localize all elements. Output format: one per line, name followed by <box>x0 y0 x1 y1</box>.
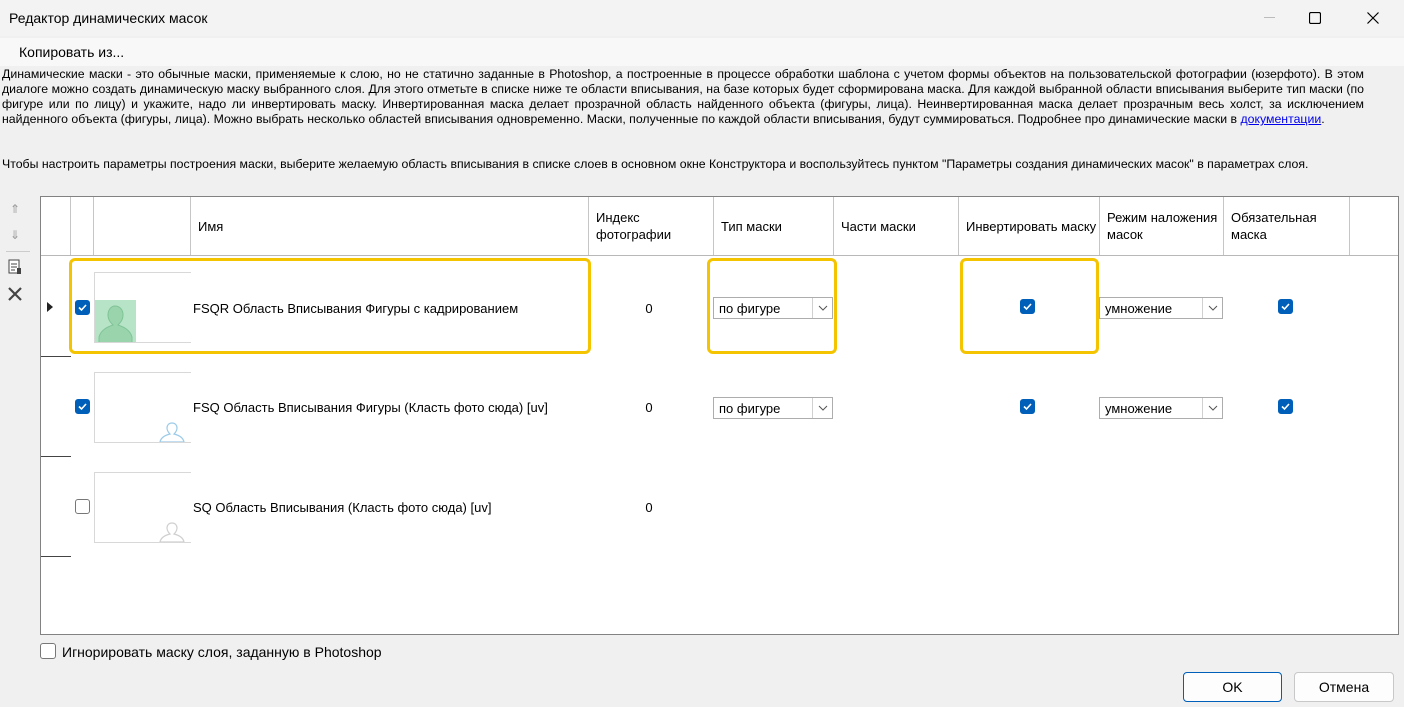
chevron-down-icon <box>812 398 832 418</box>
row-enable-checkbox[interactable] <box>75 399 90 414</box>
close-icon <box>1367 12 1379 24</box>
layer-thumbnail <box>94 372 191 443</box>
figure-outline-icon <box>153 421 191 443</box>
layer-thumbnail <box>94 472 191 543</box>
header-invert-mask[interactable]: Инвертировать маску <box>959 197 1100 255</box>
header-thumb-col <box>94 197 191 255</box>
layer-name: SQ Область Вписывания (Класть фото сюда) [uv] <box>193 500 492 515</box>
header-arrow-col <box>41 197 71 255</box>
checkmark-icon <box>76 400 89 413</box>
header-blend-mode[interactable]: Режим наложения масок <box>1100 197 1224 255</box>
checkmark-icon <box>1279 400 1292 413</box>
maximize-button[interactable] <box>1292 0 1338 36</box>
chevron-down-icon <box>1202 298 1222 318</box>
header-check-col <box>71 197 94 255</box>
minimize-button[interactable] <box>1246 0 1292 36</box>
table-row[interactable] <box>41 457 1398 557</box>
move-down-icon: ⇓ <box>9 228 21 242</box>
row-indicator <box>41 257 71 357</box>
description-text: Динамические маски - это обычные маски, применяемые к слою, но не статично заданные в Photoshop, а построенные в процессе обработки шаблона с учетом формы объектов на пользовательской фотографии (юзерфото). В этом диалоге можно создать динамическую маску выбранного слоя. Для этого отметьте в списке ниже те области вписывания, на базе которых будет сформирована маска. Для каждой выбранной области вписывания выберите тип маски (по фигуре или по лицу) и укажите, надо ли инвертировать маску. Инвертированная маска делает прозрачной область найденного объекта (фигуры, лица). Неинвертированная маска делает прозрачным весь холст, за исключением найденного объекта (фигуры, лица). Можно выбрать несколько областей вписывания одновременно. Маски, полученные по каждой области вписывания, будут суммироваться. Подробнее про динамические маски в <box>2 67 1364 126</box>
blend-mode-select[interactable] <box>1099 397 1223 419</box>
mask-type-select[interactable] <box>713 397 833 419</box>
properties-button[interactable] <box>4 256 26 278</box>
layer-name: FSQ Область Вписывания Фигуры (Класть фото сюда) [uv] <box>193 400 548 415</box>
highlight-row-name <box>69 258 591 354</box>
ignore-layer-mask-label[interactable]: Игнорировать маску слоя, заданную в Photoshop <box>62 644 382 660</box>
ok-button[interactable]: OK <box>1183 672 1282 702</box>
header-mask-parts[interactable]: Части маски <box>834 197 959 255</box>
menu-bar <box>0 38 1404 66</box>
title-bar <box>0 0 1404 36</box>
blend-mode-value: умножение <box>1105 300 1173 316</box>
highlight-invert-mask <box>960 258 1099 354</box>
checkmark-icon <box>1279 300 1292 313</box>
document-icon <box>8 259 22 275</box>
layers-grid <box>40 196 1399 635</box>
blend-mode-select[interactable] <box>1099 297 1223 319</box>
layer-name: FSQR Область Вписывания Фигуры с кадрированием <box>193 301 519 316</box>
header-mask-type[interactable]: Тип маски <box>714 197 834 255</box>
table-row[interactable] <box>41 357 1398 457</box>
move-up-button[interactable] <box>4 198 26 220</box>
mask-type-value: по фигуре <box>719 300 781 316</box>
ignore-layer-mask-checkbox[interactable] <box>40 643 56 659</box>
description-paragraph <box>2 67 1364 127</box>
header-name[interactable]: Имя <box>191 197 589 255</box>
delete-x-icon <box>8 287 22 301</box>
toolbar-separator <box>6 251 30 252</box>
chevron-down-icon <box>1202 398 1222 418</box>
minimize-icon <box>1264 17 1275 19</box>
photo-index-value: 0 <box>645 500 653 515</box>
figure-outline-icon <box>153 521 191 543</box>
row-indicator <box>41 457 71 557</box>
photo-index-value: 0 <box>645 400 653 415</box>
documentation-link[interactable]: документации <box>1240 112 1322 126</box>
copy-from-menu[interactable]: Копировать из... <box>19 44 125 60</box>
required-mask-checkbox[interactable] <box>1278 399 1293 414</box>
description-end: . <box>1321 112 1325 126</box>
row-indicator <box>41 357 71 457</box>
photo-index-value: 0 <box>645 301 653 316</box>
instructions-paragraph: Чтобы настроить параметры построения маски, выберите желаемую область вписывания в списке слоев в основном окне Конструктора и воспользуйтесь пунктом "Параметры создания динамических масок" в параметрах слоя. <box>2 157 1309 171</box>
row-enable-checkbox[interactable] <box>75 499 90 514</box>
move-down-button[interactable] <box>4 224 26 246</box>
highlight-mask-type <box>707 258 837 354</box>
move-up-icon: ⇑ <box>9 202 21 216</box>
header-required-mask[interactable]: Обязательная маска <box>1224 197 1350 255</box>
delete-button[interactable] <box>4 283 26 305</box>
maximize-icon <box>1309 12 1321 24</box>
grid-header <box>41 197 1398 256</box>
current-row-arrow-icon <box>47 302 53 312</box>
window-title: Редактор динамических масок <box>9 10 208 26</box>
cancel-button[interactable]: Отмена <box>1294 672 1394 702</box>
header-photo-index[interactable]: Индекс фотографии <box>589 197 714 255</box>
invert-mask-checkbox[interactable] <box>1020 399 1035 414</box>
checkmark-icon <box>1021 400 1034 413</box>
required-mask-checkbox[interactable] <box>1278 299 1293 314</box>
blend-mode-value: умножение <box>1105 400 1173 416</box>
close-button[interactable] <box>1350 0 1396 36</box>
mask-type-value: по фигуре <box>719 400 781 416</box>
